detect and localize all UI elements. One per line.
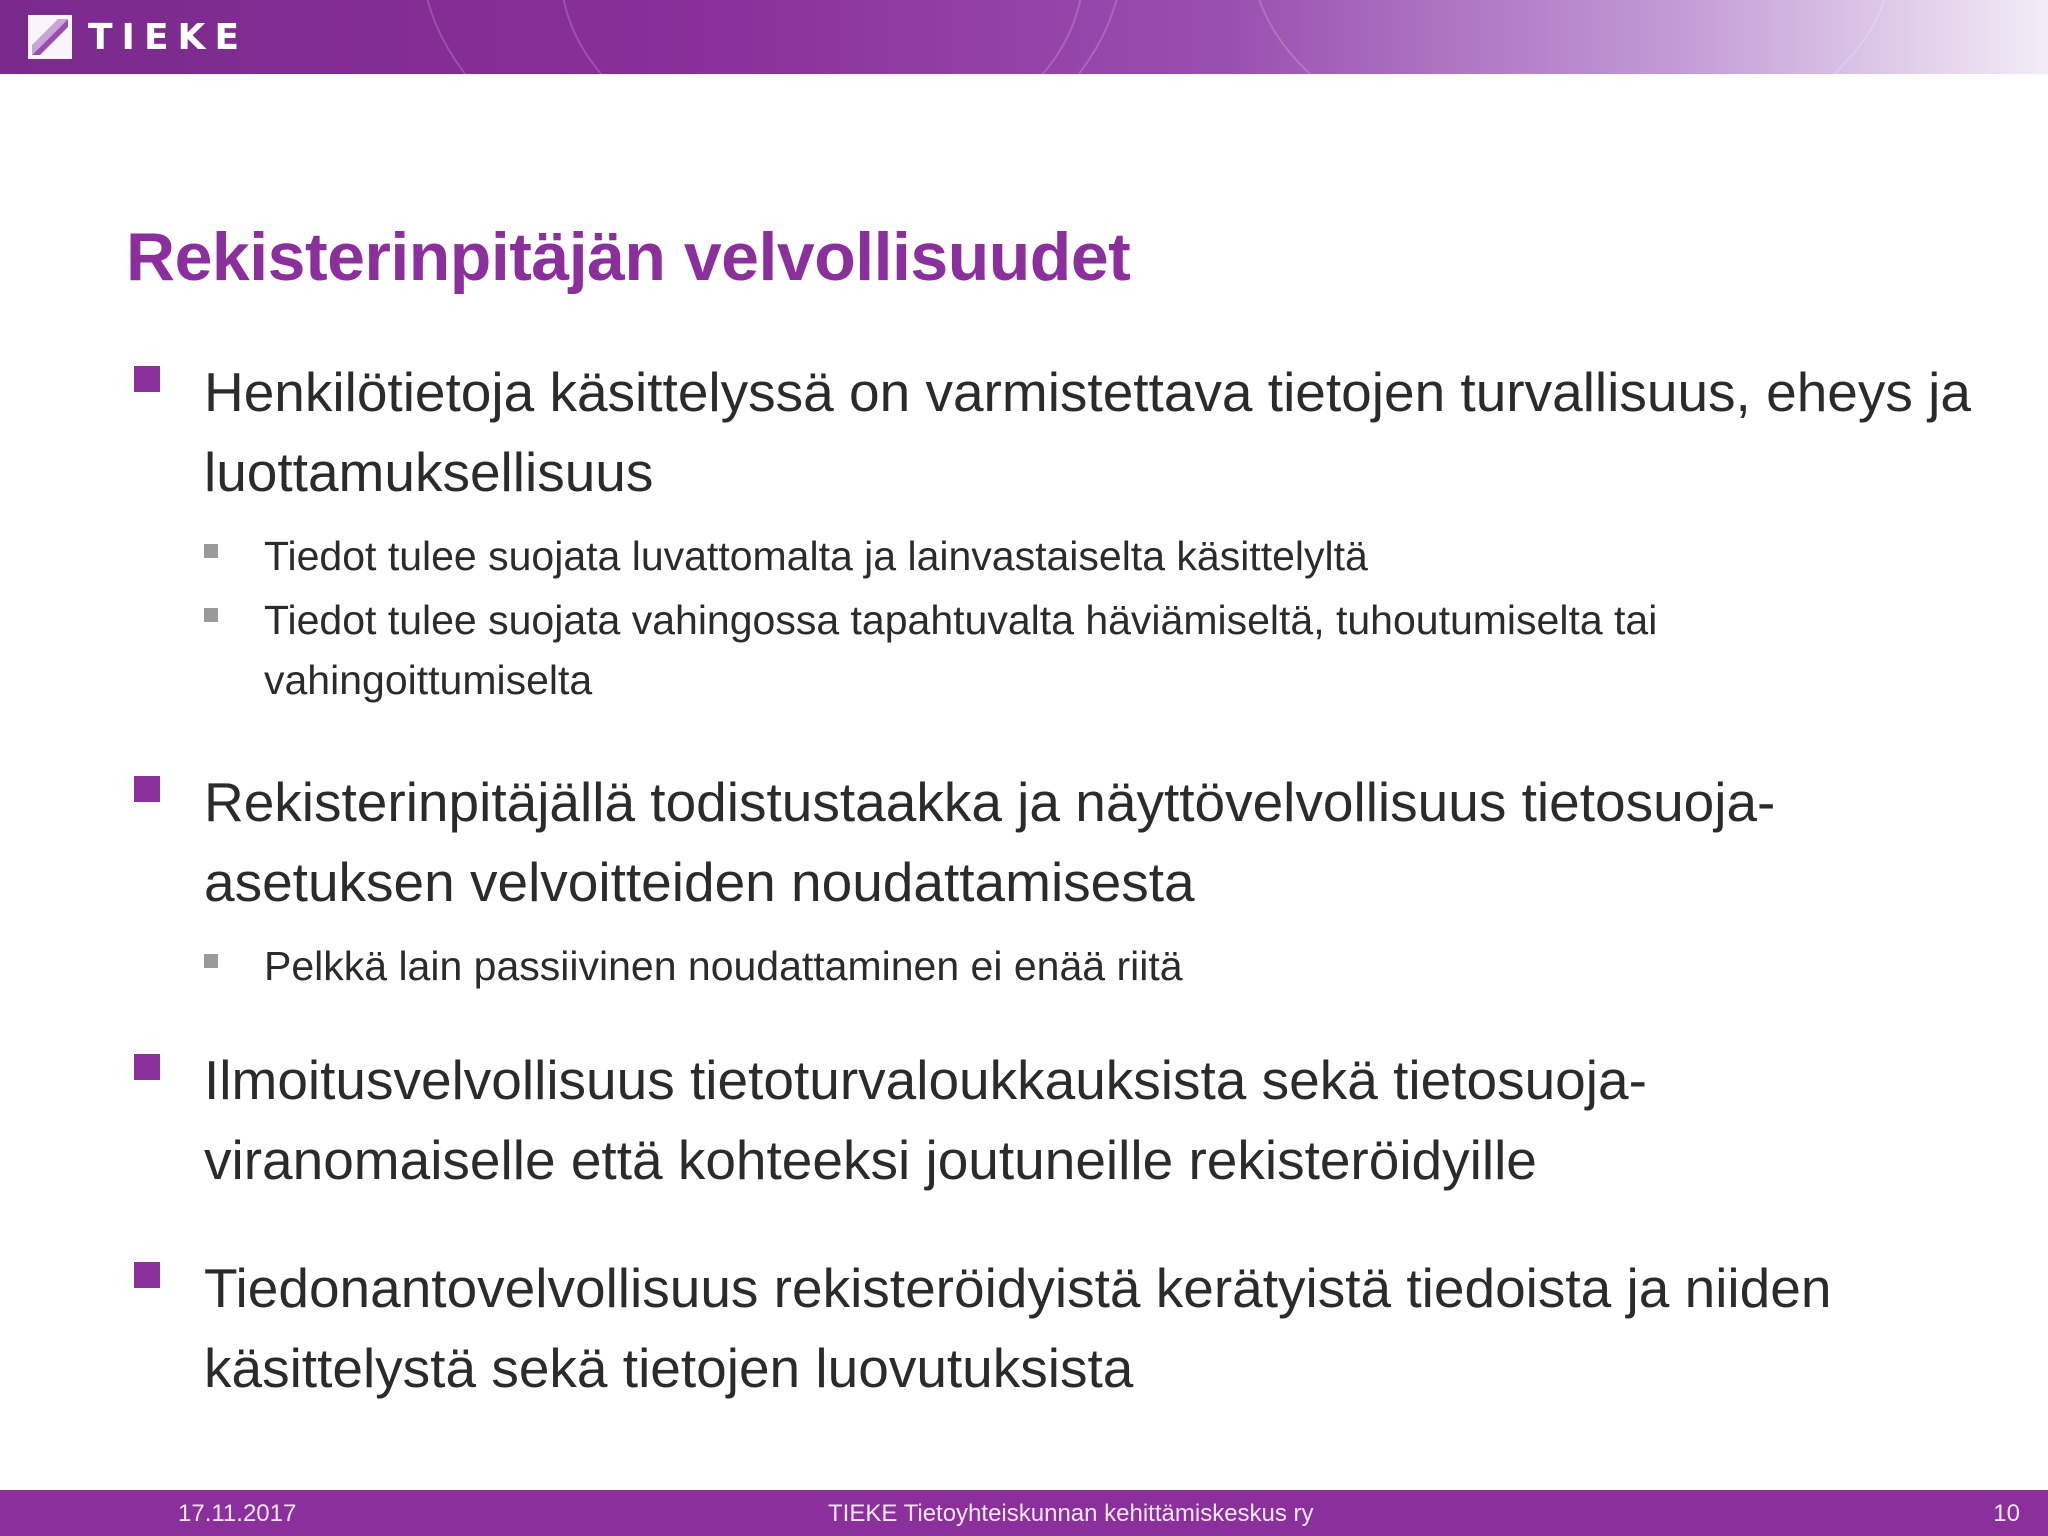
bullet-square-icon (134, 776, 160, 802)
tieke-logo (28, 14, 248, 60)
sub-bullet-list (130, 526, 1990, 710)
sub-bullet-text: Tiedot tulee suojata vahingossa tapahtuvalta häviämiseltä, tuhoutumiselta tai vahingoittumiselta (264, 597, 1658, 703)
sub-bullet-list (130, 936, 1990, 996)
slide-content (130, 352, 1990, 1408)
sub-bullet-text: Pelkkä lain passiivinen noudattaminen ei enää riitä (264, 943, 1183, 989)
slide-title: Rekisterinpitäjän velvollisuudet (126, 219, 1131, 295)
sub-bullet-item (204, 526, 1990, 586)
bullet-text: Tiedonantovelvollisuus rekisteröidyistä kerätyistä tiedoista ja niiden käsittelystä sekä tietojen luovutuksista (204, 1257, 1832, 1399)
header-bar (0, 0, 2048, 74)
footer-bar (0, 1490, 2048, 1536)
logo-text: TIEKE (88, 16, 249, 58)
footer-date: 17.11.2017 (178, 1500, 297, 1527)
bullet-square-icon (134, 366, 160, 392)
bullet-item (130, 1040, 1990, 1200)
bullet-square-icon (134, 1054, 160, 1080)
bullet-text: Ilmoitusvelvollisuus tietoturvaloukkauksista sekä tietosuoja-viranomaiselle että kohteeksi joutuneille rekisteröidyille (204, 1049, 1647, 1191)
footer-organization: TIEKE Tietoyhteiskunnan kehittämiskeskus ry (828, 1500, 1314, 1527)
sub-bullet-square-icon (204, 954, 218, 968)
bullet-text: Henkilötietoja käsittelyssä on varmistettava tietojen turvallisuus, eheys ja luottamuksellisuus (204, 361, 1971, 503)
bullet-text: Rekisterinpitäjällä todistustaakka ja näyttövelvollisuus tietosuoja-asetuksen velvoitteiden noudattamisesta (204, 771, 1776, 913)
bullet-item (130, 762, 1990, 922)
logo-mark-icon (28, 15, 72, 59)
page-number: 10 (1993, 1500, 2020, 1527)
sub-bullet-item (204, 590, 1990, 710)
bullet-square-icon (134, 1262, 160, 1288)
sub-bullet-text: Tiedot tulee suojata luvattomalta ja lainvastaiselta käsittelyltä (264, 533, 1368, 579)
header-swirl (560, 0, 1084, 74)
sub-bullet-item (204, 936, 1990, 996)
bullet-item (130, 352, 1990, 512)
sub-bullet-square-icon (204, 544, 218, 558)
header-swirl (1250, 0, 1894, 74)
sub-bullet-square-icon (204, 608, 218, 622)
bullet-item (130, 1248, 1990, 1408)
